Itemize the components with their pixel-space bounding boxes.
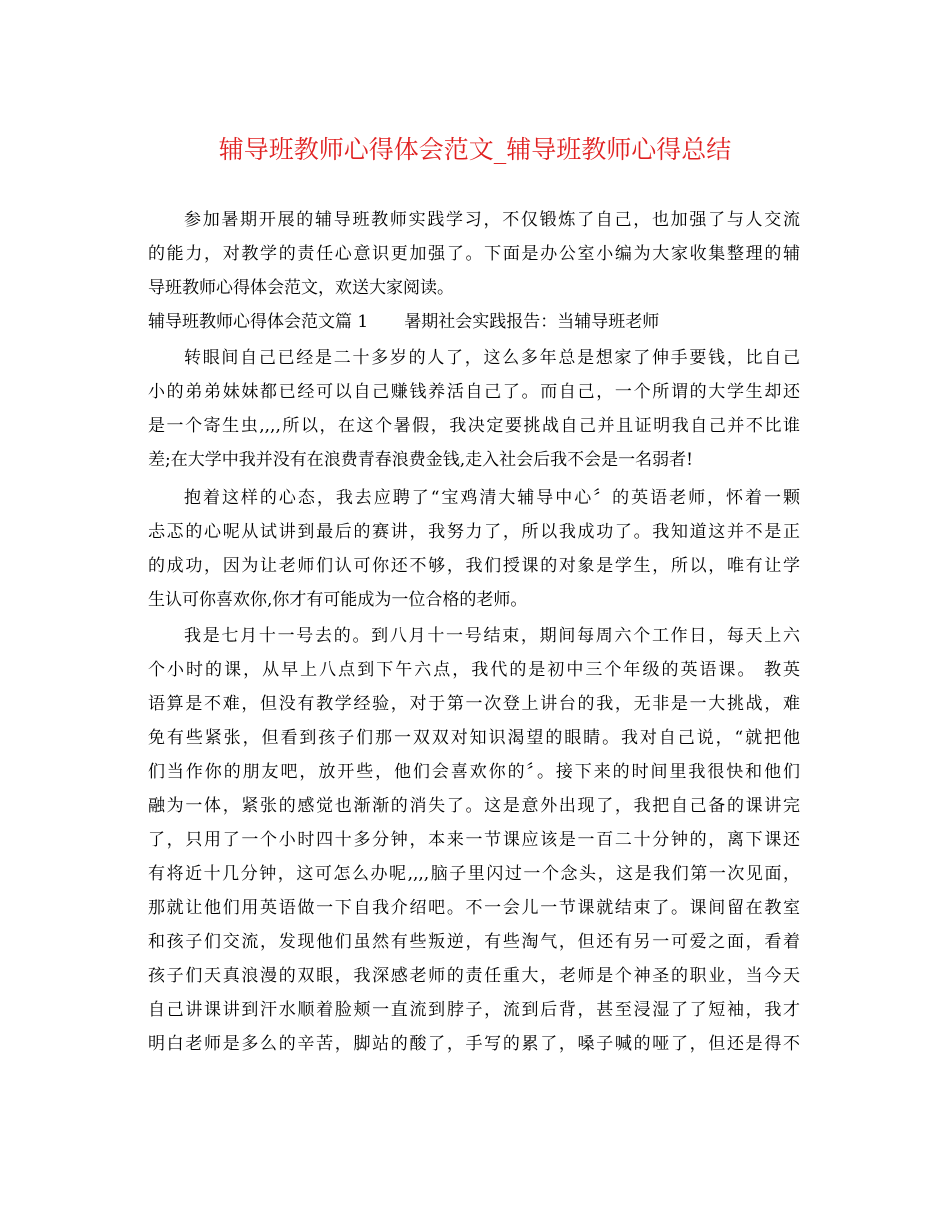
intro-line: 的能力，对教学的责任心意识更加强了。下面是办公室小编为大家收集整理的辅	[148, 244, 800, 264]
paragraph-line: 忐忑的心呢从试讲到最后的赛讲，我努力了，所以我成功了。我知道这并不是正	[148, 522, 800, 542]
section-heading-subtitle: 暑期社会实践报告：当辅导班老师	[404, 312, 660, 332]
paragraph-line: 小的弟弟妹妹都已经可以自己赚钱养活自己了。而自己，一个所谓的大学生却还	[148, 382, 800, 402]
paragraph-line: 了，只用了一个小时四十多分钟，本来一节课应该是一百二十分钟的，离下课还	[148, 830, 800, 850]
paragraph-line: 语算是不难，但没有教学经验，对于第一次登上讲台的我，无非是一大挑战，难	[148, 694, 800, 714]
paragraph-line: 孩子们天真浪漫的双眼，我深感老师的责任重大，老师是个神圣的职业，当今天	[148, 966, 800, 986]
paragraph-line: 抱着这样的心态，我去应聘了“宝鸡清大辅导中心〞的英语老师，怀着一颗	[184, 488, 800, 508]
paragraph-line: 有将近十几分钟，这可怎么办呢,,,,脑子里闪过一个念头，这是我们第一次见面，	[148, 864, 800, 884]
section-heading	[148, 310, 800, 334]
paragraph-line: 的成功，因为让老师们认可你还不够，我们授课的对象是学生，所以，唯有让学	[148, 556, 800, 576]
document-title: 辅导班教师心得体会范文_辅导班教师心得总结	[218, 135, 732, 164]
paragraph-line: 是一个寄生虫,,,,所以，在这个暑假，我决定要挑战自己并且证明我自己并不比谁	[148, 416, 800, 436]
paragraph-line: 明白老师是多么的辛苦，脚站的酸了，手写的累了，嗓子喊的哑了，但还是得不	[148, 1034, 800, 1054]
paragraph-line: 融为一体，紧张的感觉也渐渐的消失了。这是意外出现了，我把自己备的课讲完	[148, 796, 800, 816]
paragraph-line: 自己讲课讲到汗水顺着脸颊一直流到脖子，流到后背，甚至浸湿了了短袖，我才	[148, 1000, 800, 1020]
paragraph-line: 差;在大学中我并没有在浪费青春浪费金钱,走入社会后我不会是一名弱者!	[148, 450, 693, 470]
intro-line: 导班教师心得体会范文，欢送大家阅读。	[148, 278, 454, 298]
paragraph-line: 和孩子们交流，发现他们虽然有些叛逆，有些淘气，但还有另一可爱之面，看着	[148, 932, 800, 952]
paragraph-line: 个小时的课，从早上八点到下午六点，我代的是初中三个年级的英语课。 教英	[148, 660, 800, 680]
paragraph-line: 免有些紧张，但看到孩子们那一双双对知识渴望的眼睛。我对自己说，“就把他	[148, 728, 800, 748]
paragraph-line: 我是七月十一号去的。到八月十一号结束，期间每周六个工作日，每天上六	[184, 626, 800, 646]
paragraph-line: 生认可你喜欢你,你才有可能成为一位合格的老师。	[148, 590, 528, 610]
paragraph-line: 转眼间自己已经是二十多岁的人了，这么多年总是想家了伸手要钱，比自己	[184, 348, 800, 368]
intro-line: 参加暑期开展的辅导班教师实践学习，不仅锻炼了自己，也加强了与人交流	[184, 210, 800, 230]
section-heading-label: 辅导班教师心得体会范文篇 1	[148, 312, 369, 332]
paragraph-line: 们当作你的朋友吧，放开些，他们会喜欢你的〞。接下来的时间里我很快和他们	[148, 762, 800, 782]
paragraph-line: 那就让他们用英语做一下自我介绍吧。不一会儿一节课就结束了。课间留在教室	[148, 898, 800, 918]
